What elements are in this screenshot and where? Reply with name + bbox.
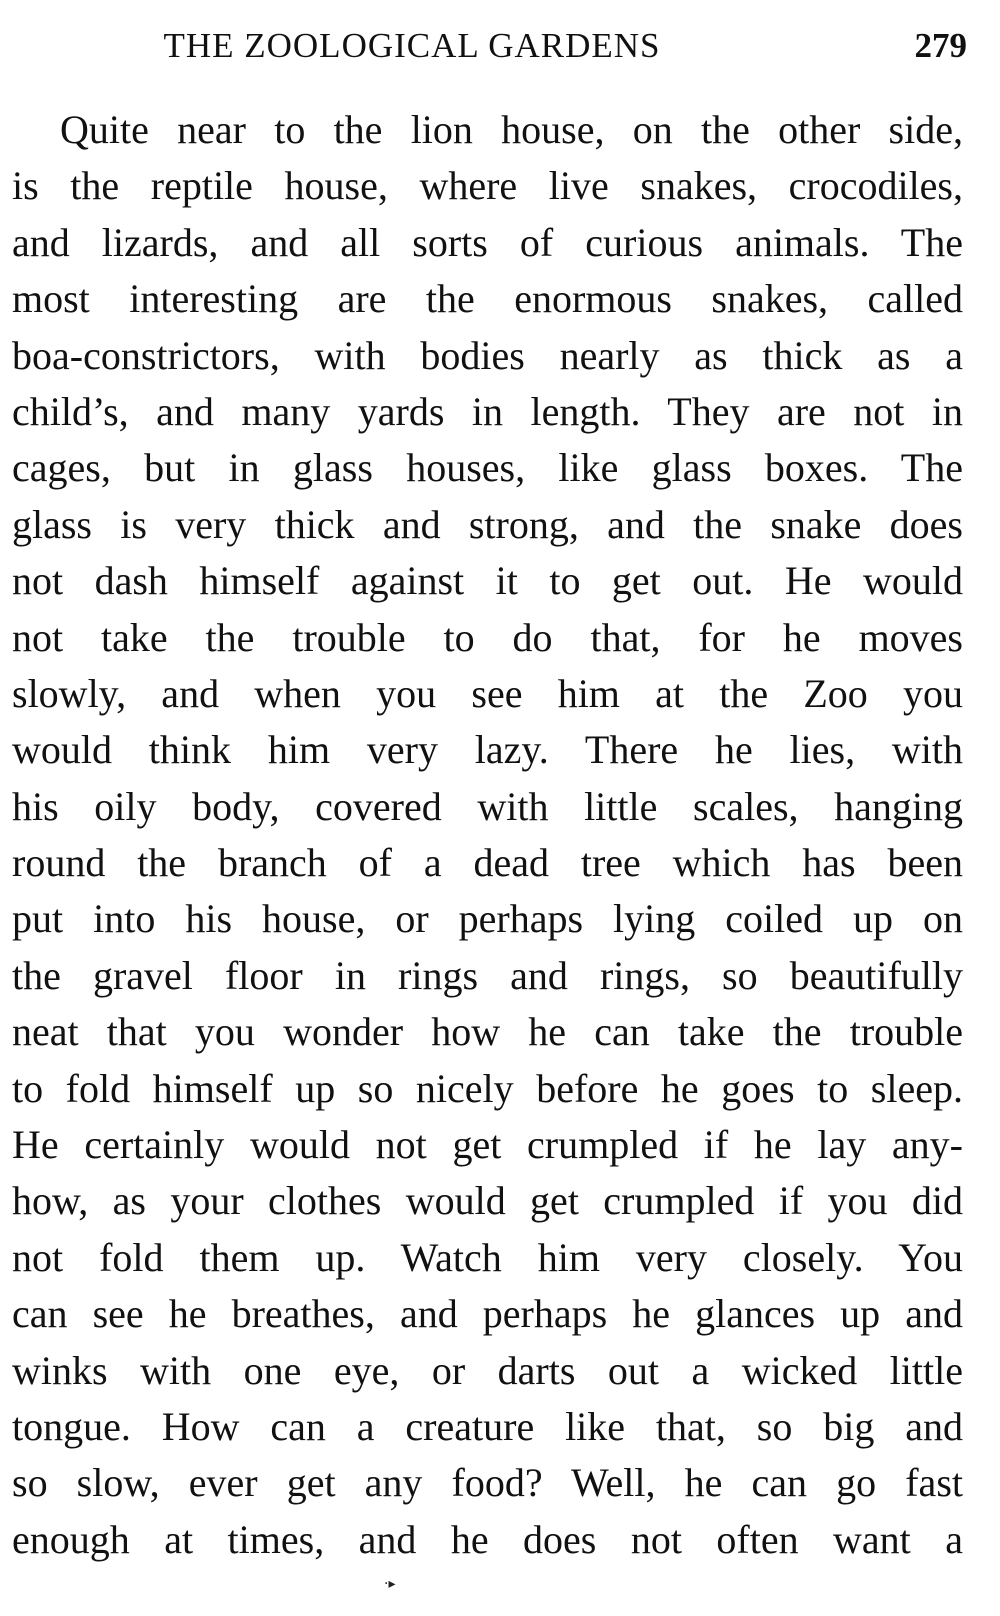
text-line: not dash himself against it to get out. He would — [12, 558, 963, 604]
text-line: is the reptile house, where live snakes, crocodiles, — [12, 163, 963, 209]
text-line: He certainly would not get crumpled if he lay any- — [12, 1122, 963, 1168]
text-line: to fold himself up so nicely before he goes to sleep. — [12, 1065, 963, 1111]
text-line: would think him very lazy. There he lies, with — [12, 727, 963, 773]
text-line: glass is very thick and strong, and the snake does — [12, 501, 963, 547]
text-line: the gravel floor in rings and rings, so beautifully — [12, 952, 963, 998]
text-line: most interesting are the enormous snakes, called — [12, 276, 963, 322]
text-line: and lizards, and all sorts of curious animals. The — [12, 219, 963, 265]
text-line: cages, but in glass houses, like glass boxes. The — [12, 445, 963, 491]
text-line: so slow, ever get any food? Well, he can go fast — [12, 1460, 963, 1506]
page-number: 279 — [914, 26, 967, 65]
text-line: not take the trouble to do that, for he moves — [12, 614, 963, 660]
text-line: his oily body, covered with little scales, hanging — [12, 783, 963, 829]
running-title: THE ZOOLOGICAL GARDENS — [163, 26, 661, 65]
body-text — [12, 102, 963, 1568]
text-line: put into his house, or perhaps lying coiled up on — [12, 896, 963, 942]
text-line: boa-constrictors, with bodies nearly as thick as a — [12, 332, 963, 378]
text-line: how, as your clothes would get crumpled if you did — [12, 1178, 963, 1224]
text-line: not fold them up. Watch him very closely. You — [12, 1234, 963, 1280]
print-mark: ·▸ — [384, 1576, 396, 1592]
running-head — [12, 26, 967, 74]
text-line: neat that you wonder how he can take the trouble — [12, 1009, 963, 1055]
text-line: winks with one eye, or darts out a wicked little — [12, 1347, 963, 1393]
text-line: can see he breathes, and perhaps he glances up and — [12, 1291, 963, 1337]
text-line: child’s, and many yards in length. They are not in — [12, 388, 963, 434]
text-line: slowly, and when you see him at the Zoo you — [12, 670, 963, 716]
text-line: Quite near to the lion house, on the other side, — [60, 107, 963, 152]
text-line: enough at times, and he does not often want a — [12, 1516, 963, 1562]
text-line: tongue. How can a creature like that, so big and — [12, 1403, 963, 1449]
text-line: round the branch of a dead tree which has been — [12, 840, 963, 886]
